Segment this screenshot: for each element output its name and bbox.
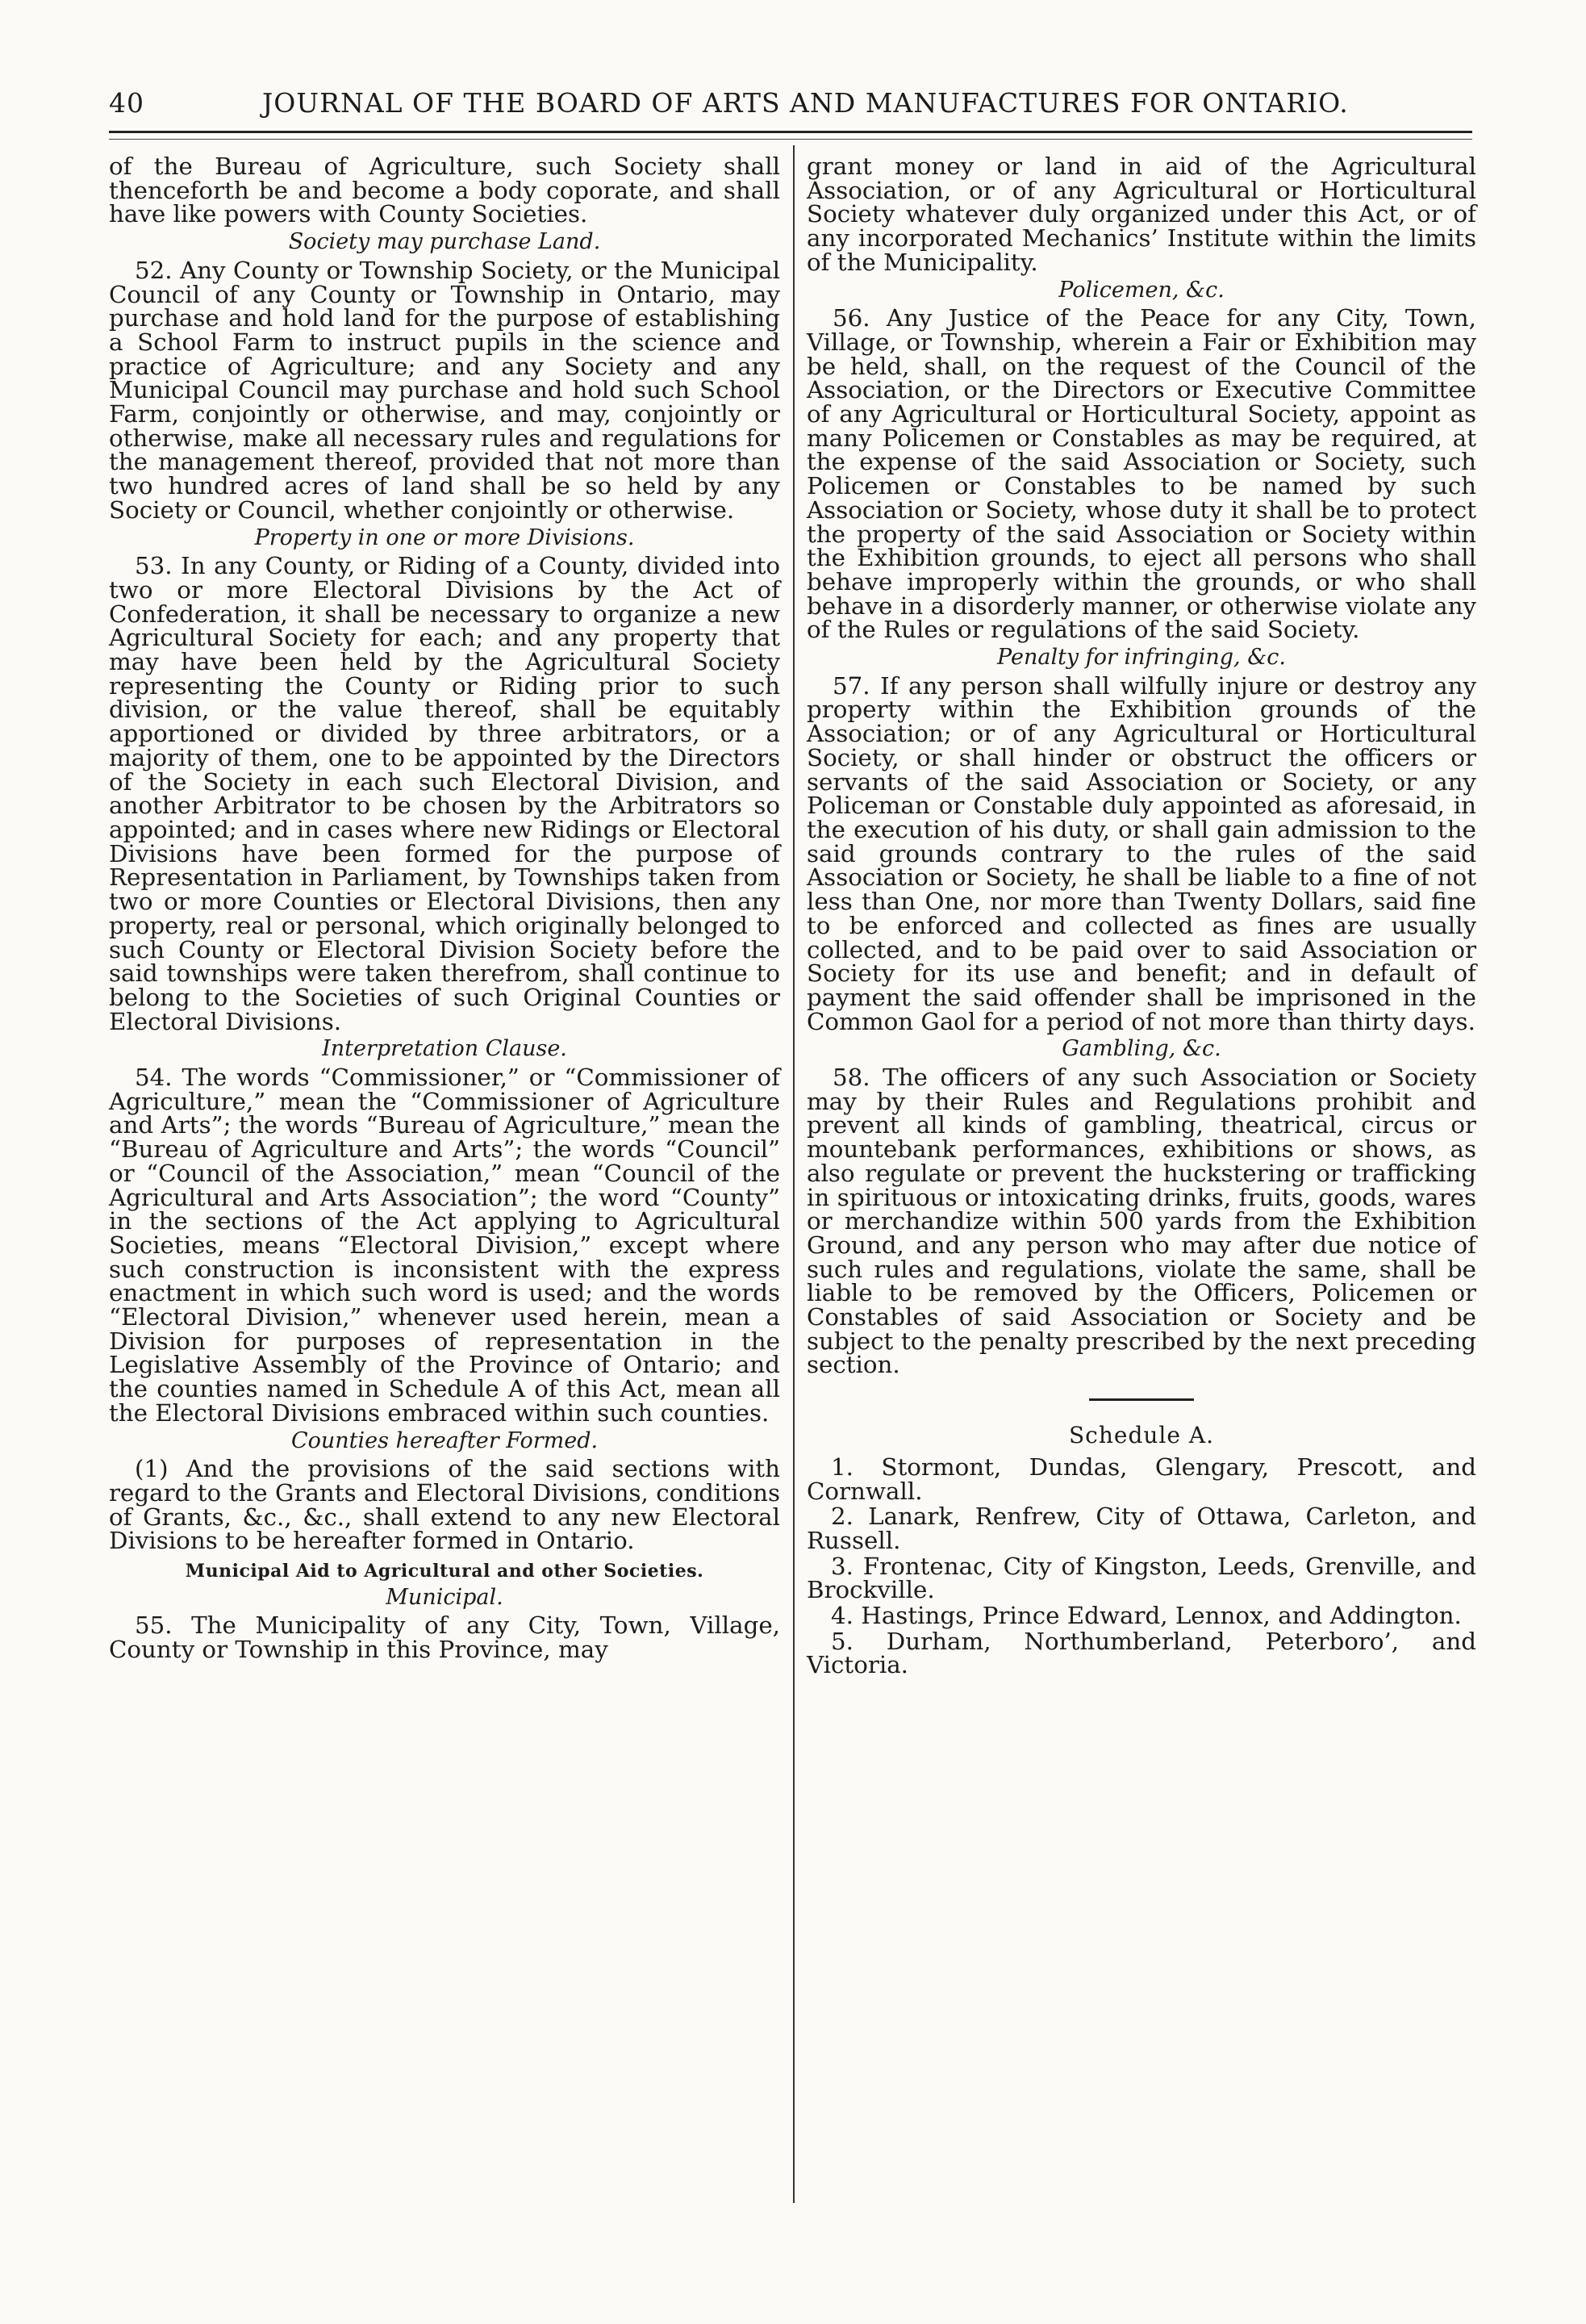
section-divider — [1089, 1398, 1194, 1401]
schedule-item: 3. Frontenac, City of Kingston, Leeds, Grenville, and Brockville. — [807, 1552, 1476, 1604]
running-title: JOURNAL OF THE BOARD OF ARTS AND MANUFACTURES FOR ONTARIO. — [262, 87, 1349, 119]
schedule-title: Schedule A. — [1069, 1422, 1214, 1449]
right-paragraph: grant money or land in aid of the Agricultural Association, or of any Agricultural or Horticultural Society whatever duly organized under this Act, or of any incorporated Mechanics’ Institute within the limits of the Municipality. — [807, 153, 1476, 276]
schedule-item: 2. Lanark, Renfrew, City of Ottawa, Carleton, and Russell. — [807, 1503, 1476, 1554]
left-column — [109, 155, 780, 1666]
left-paragraph: 52. Any County or Township Society, or the Municipal Council of any County or Township in Ontario, may purchase and hold land for the purpose of establishing a School Farm to instruct pupils in the science and practice of Agriculture; and any Society and any Municipal Council may purchase and hold such School Farm, conjointly or otherwise, and may, conjointly or otherwise, make all necessary rules and regulations for the management thereof, provided that not more than two hundred acres of land shall be so held by any Society or Council, whether conjointly or otherwise. — [109, 256, 780, 524]
right-subheading: Policemen, &c. — [1058, 277, 1225, 303]
right-column — [807, 155, 1476, 1679]
left-paragraph: of the Bureau of Agriculture, such Society shall thenceforth be and become a body coporate, and shall have like powers with County Societies. — [109, 153, 780, 228]
left-subheading: Property in one or more Divisions. — [254, 525, 635, 550]
left-paragraph: 54. The words “Commissioner,” or “Commissioner of Agriculture,” mean the “Commissioner of Agriculture and Arts”; the words “Bureau of Agriculture,” mean the “Bureau of Agriculture and Arts”; the words “Council” or “Council of the Association,” mean “Council of the Agricultural and Arts Association”; the word “County” in the sections of the Act applying to Agricultural Societies, means “Electoral Division,” except where such construction is inconsistent with the express enactment in which such word is used; and the words “Electoral Division,” whenever used herein, mean a Division for purposes of representation in the Legislative Assembly of the Province of Ontario; and the counties named in Schedule A of this Act, mean all the Electoral Divisions embraced within such counties. — [109, 1064, 780, 1427]
page-header — [109, 81, 1472, 129]
left-section-heading: Municipal Aid to Agricultural and other Societies. — [185, 1561, 704, 1582]
right-subheading: Gambling, &c. — [1062, 1036, 1221, 1062]
left-subheading: Society may purchase Land. — [288, 229, 601, 255]
header-rule — [109, 131, 1472, 133]
page-number: 40 — [109, 87, 144, 119]
left-paragraph: (1) And the provisions of the said sections with regard to the Grants and Electoral Divisions, conditions of Grants, &c., &c., shall extend to any new Electoral Divisions to be hereafter formed in Ontario. — [109, 1455, 780, 1555]
left-paragraph: 55. The Municipality of any City, Town, Village, County or Township in this Province, may — [109, 1611, 780, 1664]
right-paragraph: 58. The officers of any such Association or Society may by their Rules and Regulations prohibit and prevent all kinds of gambling, theatrical, circus or mountebank performances, exhibitions or shows, as also regulate or prevent the huckstering or trafficking in spirituous or intoxicating drinks, fruits, goods, wares or merchandize within 500 yards from the Exhibition Ground, and any person who may after due notice of such rules and regulations, violate the same, shall be liable to be removed by the Officers, Policemen or Constables of said Association or Society and be subject to the penalty prescribed by the next preceding section. — [807, 1064, 1476, 1379]
right-subheading: Penalty for infringing, &c. — [997, 645, 1286, 671]
left-subheading: Municipal. — [386, 1584, 503, 1610]
right-paragraph: 56. Any Justice of the Peace for any City, Town, Village, or Township, wherein a Fair or Exhibition may be held, shall, on the request of the Council of the Association, or the Directors or Executive Committee of any Agricultural or Horticultural Society, appoint as many Policemen or Constables as may be required, at the expense of the said Association or Society, such Policemen or Constables to be named by such Association or Society, whose duty it shall be to protect the property of the said Association or Society within the Exhibition grounds, to eject all persons who shall behave improperly within the grounds, or who shall behave in a disorderly manner, or otherwise violate any of the Rules or regulations of the said Society. — [807, 304, 1476, 644]
column-divider — [793, 145, 795, 2203]
schedule-list — [807, 1452, 1476, 1679]
schedule-item: 4. Hastings, Prince Edward, Lennox, and Addington. — [831, 1602, 1462, 1630]
left-paragraph: 53. In any County, or Riding of a County, divided into two or more Electoral Divisions by the Act of Confederation, it shall be necessary to organize a new Agricultural Society for each; and any property that may have been held by the Agricultural Society representing the County or Riding prior to such division, or the value thereof, shall be equitably apportioned or divided by three arbitrators, or a majority of them, one to be appointed by the Directors of the Society in each such Electoral Division, and another Arbitrator to be chosen by the Arbitrators so appointed; and in cases where new Ridings or Electoral Divisions have been formed for the purpose of Representation in Parliament, by Townships taken from two or more Counties or Electoral Divisions, then any property, real or personal, which originally belonged to such County or Electoral Division Society before the said townships were taken therefrom, shall continue to belong to the Societies of such Original Counties or Electoral Divisions. — [109, 552, 780, 1035]
schedule-item: 5. Durham, Northumberland, Peterboro’, and Victoria. — [807, 1627, 1476, 1679]
right-paragraph: 57. If any person shall wilfully injure or destroy any property within the Exhibition grounds of the Association; or of any Agricultural or Horticultural Society, or shall hinder or obstruct the officers or servants of the said Association or Society, or any Policeman or Constable duly appointed as aforesaid, in the execution of his duty, or shall gain admission to the said grounds contrary to the rules of the said Association or Society, he shall be liable to a fine of not less than One, nor more than Twenty Dollars, said fine to be enforced and collected as fines are usually collected, and to be paid over to said Association or Society for its use and benefit; and in default of payment the said offender shall be imprisoned in the Common Gaol for a period of not more than thirty days. — [807, 671, 1476, 1035]
left-subheading: Interpretation Clause. — [322, 1036, 567, 1062]
header-rule-thin — [109, 139, 1472, 140]
left-subheading: Counties hereafter Formed. — [290, 1427, 599, 1453]
schedule-item: 1. Stormont, Dundas, Glengary, Prescott, and Cornwall. — [807, 1452, 1476, 1505]
